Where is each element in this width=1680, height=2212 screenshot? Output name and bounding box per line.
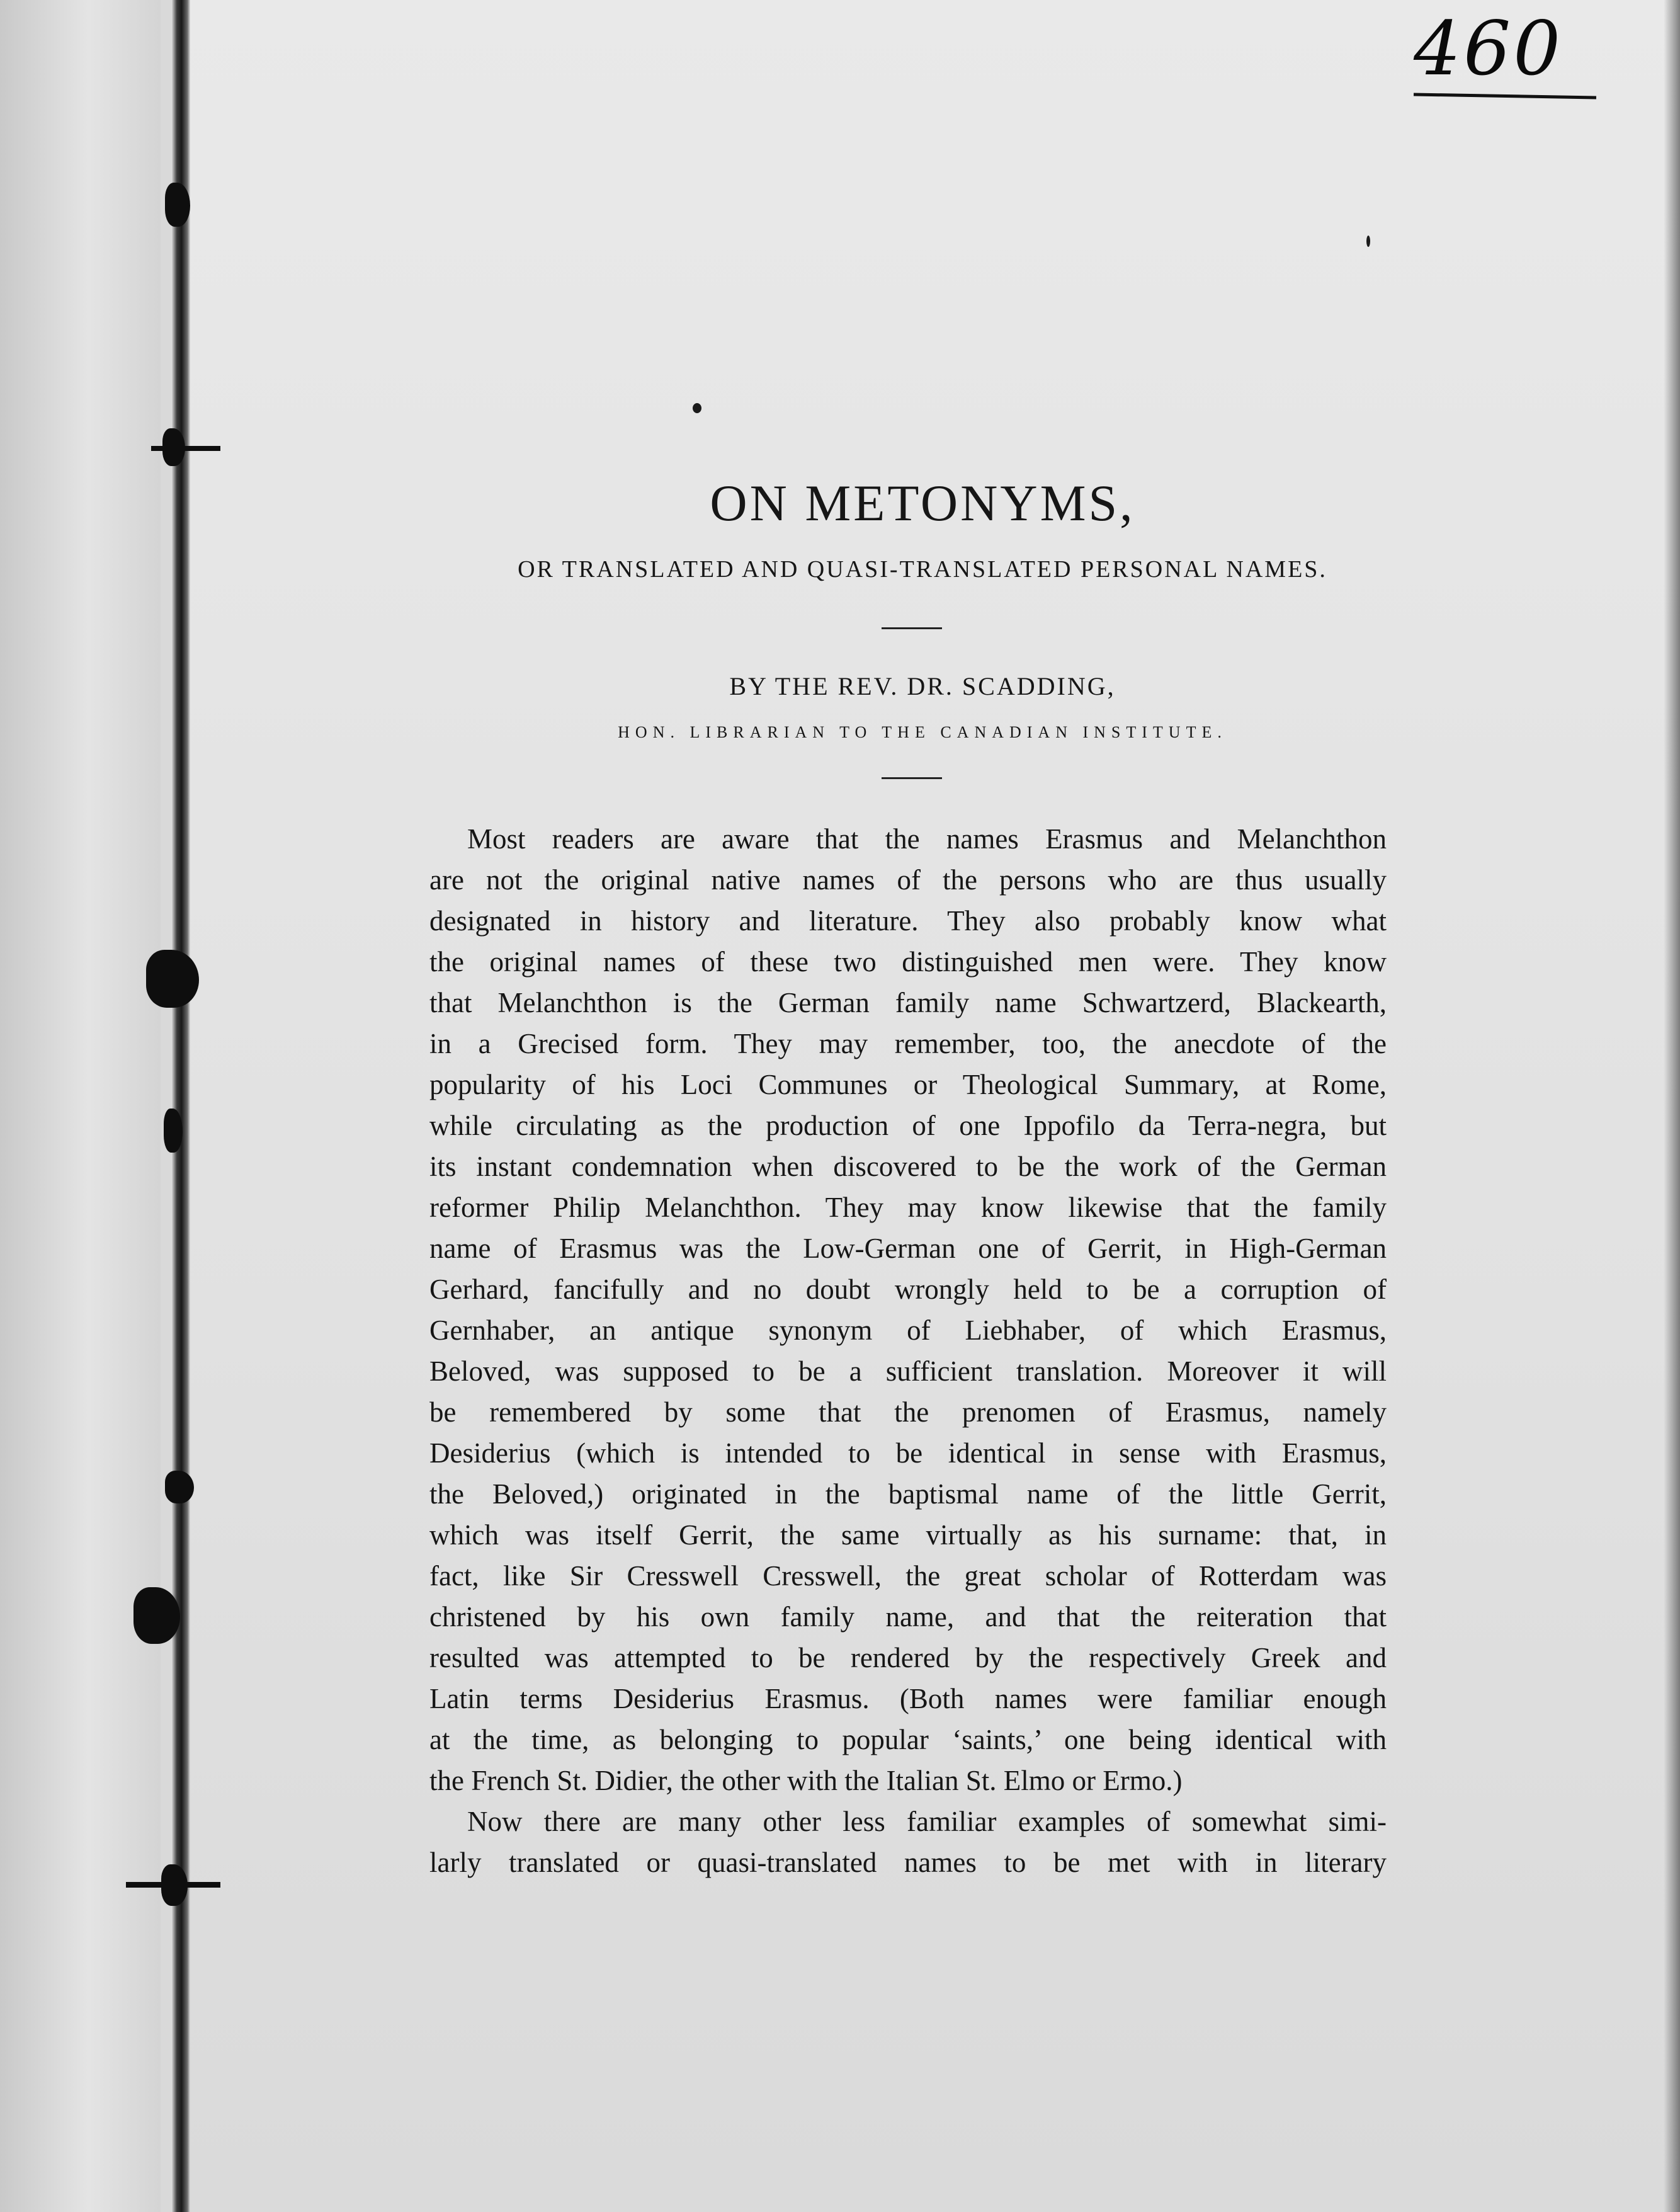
stitch-mark [164, 1109, 183, 1153]
stitch-mark [161, 1864, 188, 1906]
article-title: ON METONYMS, [710, 474, 1135, 532]
body-line: Latin terms Desiderius Erasmus. (Both names were familiar enough [429, 1683, 1387, 1714]
body-line: in a Grecised form. They may remember, too, the anecdote of the [429, 1028, 1387, 1059]
body-line: Gernhaber, an antique synonym of Liebhaber, of which Erasmus, [429, 1314, 1387, 1346]
body-line: Gerhard, fancifully and no doubt wrongly held to be a corruption of [429, 1274, 1387, 1305]
body-line: Most readers are aware that the names Erasmus and Melanchthon [467, 823, 1387, 855]
body-line: Beloved, was supposed to be a sufficient translation. Moreover it will [429, 1355, 1387, 1387]
body-line: name of Erasmus was the Low-German one of Gerrit, in High-German [429, 1233, 1387, 1264]
stitch-mark [146, 950, 199, 1008]
folio-number: 460 [1414, 5, 1564, 92]
body-line: the French St. Didier, the other with the Italian St. Elmo or Ermo.) [429, 1765, 1183, 1796]
body-line: be remembered by some that the prenomen of Erasmus, namely [429, 1396, 1387, 1428]
page-right-shadow [1664, 0, 1680, 2212]
ink-dot [693, 403, 701, 413]
body-line: christened by his own family name, and that the reiteration that [429, 1601, 1387, 1633]
body-line: reformer Philip Melanchthon. They may know likewise that the family [429, 1192, 1387, 1223]
body-line: Now there are many other less familiar examples of somewhat simi- [467, 1806, 1387, 1837]
body-line: its instant condemnation when discovered to be the work of the German [429, 1151, 1387, 1182]
body-text [429, 819, 1387, 1883]
ink-dot [1366, 236, 1370, 247]
body-line: designated in history and literature. They also probably know what [429, 905, 1387, 937]
stitch-mark [133, 1587, 180, 1644]
stitch-mark [165, 1471, 194, 1503]
body-line: are not the original native names of the persons who are thus usually [429, 864, 1387, 896]
facing-page-edge [0, 0, 161, 2212]
body-line: larly translated or quasi-translated names to be met with in literary [429, 1847, 1387, 1878]
stitch-mark [165, 183, 190, 227]
body-line: popularity of his Loci Communes or Theological Summary, at Rome, [429, 1069, 1387, 1100]
body-line: which was itself Gerrit, the same virtually as his surname: that, in [429, 1519, 1387, 1551]
folio-underline [1414, 93, 1596, 99]
body-line: the Beloved,) originated in the baptismal name of the little Gerrit, [429, 1478, 1387, 1510]
body-line: resulted was attempted to be rendered by the respectively Greek and [429, 1642, 1387, 1673]
article-subtitle: OR TRANSLATED AND QUASI-TRANSLATED PERSONAL NAMES. [518, 556, 1327, 583]
stitch-mark [151, 446, 220, 451]
body-line: the original names of these two distinguished men were. They know [429, 946, 1387, 978]
body-line: fact, like Sir Cresswell Cresswell, the great scholar of Rotterdam was [429, 1560, 1387, 1592]
divider-rule [882, 627, 942, 629]
body-line: while circulating as the production of one Ippofilo da Terra-negra, but [429, 1110, 1387, 1141]
body-line: that Melanchthon is the German family name Schwartzerd, Blackearth, [429, 987, 1387, 1018]
stitch-mark [162, 428, 185, 466]
body-line: at the time, as belonging to popular ‘saints,’ one being identical with [429, 1724, 1387, 1755]
author-affiliation: HON. LIBRARIAN TO THE CANADIAN INSTITUTE. [618, 723, 1227, 741]
handwritten-folio-number [1414, 5, 1603, 106]
author-byline: BY THE REV. DR. SCADDING, [729, 672, 1116, 700]
body-line: Desiderius (which is intended to be identical in sense with Erasmus, [429, 1437, 1387, 1469]
divider-rule [882, 777, 942, 779]
